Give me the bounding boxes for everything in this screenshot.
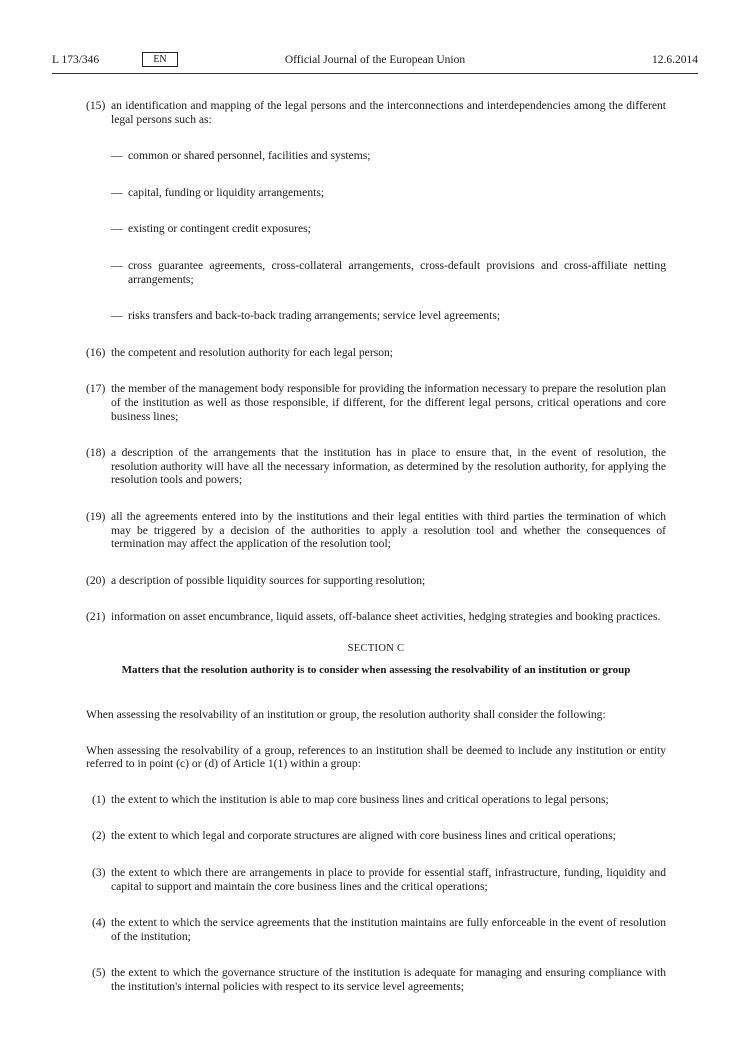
journal-reference: L 173/346 [52,54,100,66]
item-number: (16) [86,345,106,359]
item-text: a description of possible liquidity sources for supporting resolution; [111,573,426,587]
item-number: (5) [92,966,106,980]
item-text: a description of the arrangements that the institution has in place to ensure that, in the event of resolution, the resolution authority will have all the necessary information, as determined by the resolution authority, for applying the resolution tools and powers; [111,446,666,487]
item-number: (18) [86,446,106,460]
sub-item [86,222,666,236]
list-item-18 [86,446,666,487]
section-label: SECTION C [347,642,405,654]
item-text: an identification and mapping of the legal persons and the interconnections and interdependencies among the different legal persons such as: [111,99,666,126]
language-badge: EN [142,52,178,67]
item-number: (1) [92,792,106,806]
header-divider [52,73,698,74]
dash-marker: — [111,258,123,272]
list-item-15 [86,99,666,126]
main-text-upper [86,99,666,692]
list-item-21 [86,610,666,624]
sub-item [86,186,666,200]
item-text: the extent to which the service agreements that the institution maintains are fully enforceable in the event of resolution of the institution; [111,916,666,943]
item-text: the extent to which there are arrangements in place to provide for essential staff, infrastructure, funding, liquidity and capital to support and maintain the core business lines and the critical operations; [111,865,666,893]
dash-marker: — [111,149,123,163]
sub-item-text: existing or contingent credit exposures; [128,222,311,236]
list-item-17 [86,382,666,423]
item-number: (4) [92,916,106,930]
list-item-19 [86,510,666,551]
sub-item-text: common or shared personnel, facilities and systems; [128,149,371,163]
item-text: the extent to which the institution is able to map core business lines and critical operations to legal persons; [111,792,609,806]
criteria-item-2 [86,829,666,843]
criteria-item-3 [86,866,666,893]
item-text: all the agreements entered into by the institutions and their legal entities with third parties the termination of which may be triggered by a decision of the authorities to apply a resolution tool and whether the consequences of termination may affect the application of the resolution tool; [111,509,666,551]
item-text: the competent and resolution authority for each legal person; [111,345,394,359]
item-number: (19) [86,509,106,523]
dash-marker: — [111,309,123,323]
criteria-item-4 [86,916,666,943]
item-number: (2) [92,829,106,843]
item-number: (17) [86,382,106,396]
criteria-item-5 [86,966,666,993]
sub-item-text: capital, funding or liquidity arrangements; [128,185,325,199]
list-item-20 [86,574,666,588]
criteria-item-1 [86,793,666,807]
paragraph: When assessing the resolvability of an institution or group, the resolution authority shall consider the following: [86,708,606,721]
item-text: the extent to which the governance structure of the institution is adequate for managing and ensuring compliance with the institution's internal policies with respect to its service level agreements; [111,966,666,993]
main-text-lower [86,708,666,1017]
section-heading: Matters that the resolution authority is to consider when assessing the resolvability of an institution or group [121,664,631,677]
item-text: information on asset encumbrance, liquid assets, off-balance sheet activities, hedging strategies and booking practices. [111,610,661,624]
publication-date: 12.6.2014 [652,54,698,66]
item-number: (21) [86,610,106,624]
item-number: (20) [86,573,106,587]
item-number: (3) [92,865,106,879]
item-number: (15) [86,99,106,112]
sub-item-text: cross guarantee agreements, cross-collateral arrangements, cross-default provisions and cross-affiliate netting arrangements; [128,258,666,286]
sub-item-text: risks transfers and back-to-back trading arrangements; service level agreements; [128,309,501,323]
paragraph: When assessing the resolvability of a group, references to an institution shall be deemed to include any institution or entity referred to in point (c) or (d) of Article 1(1) within a group: [86,743,666,771]
sub-item [86,309,666,323]
list-item-16 [86,346,666,360]
dash-marker: — [111,185,123,199]
item-text: the member of the management body responsible for providing the information necessary to prepare the resolution plan of the institution as well as those responsible, if different, for the different legal persons, critical operations and core business lines; [111,382,666,423]
page-header [52,52,698,70]
dash-marker: — [111,222,123,236]
item-text: the extent to which legal and corporate structures are aligned with core business lines and critical operations; [111,829,616,843]
journal-title: Official Journal of the European Union [284,54,466,66]
sub-item [86,259,666,286]
sub-item [86,149,666,163]
